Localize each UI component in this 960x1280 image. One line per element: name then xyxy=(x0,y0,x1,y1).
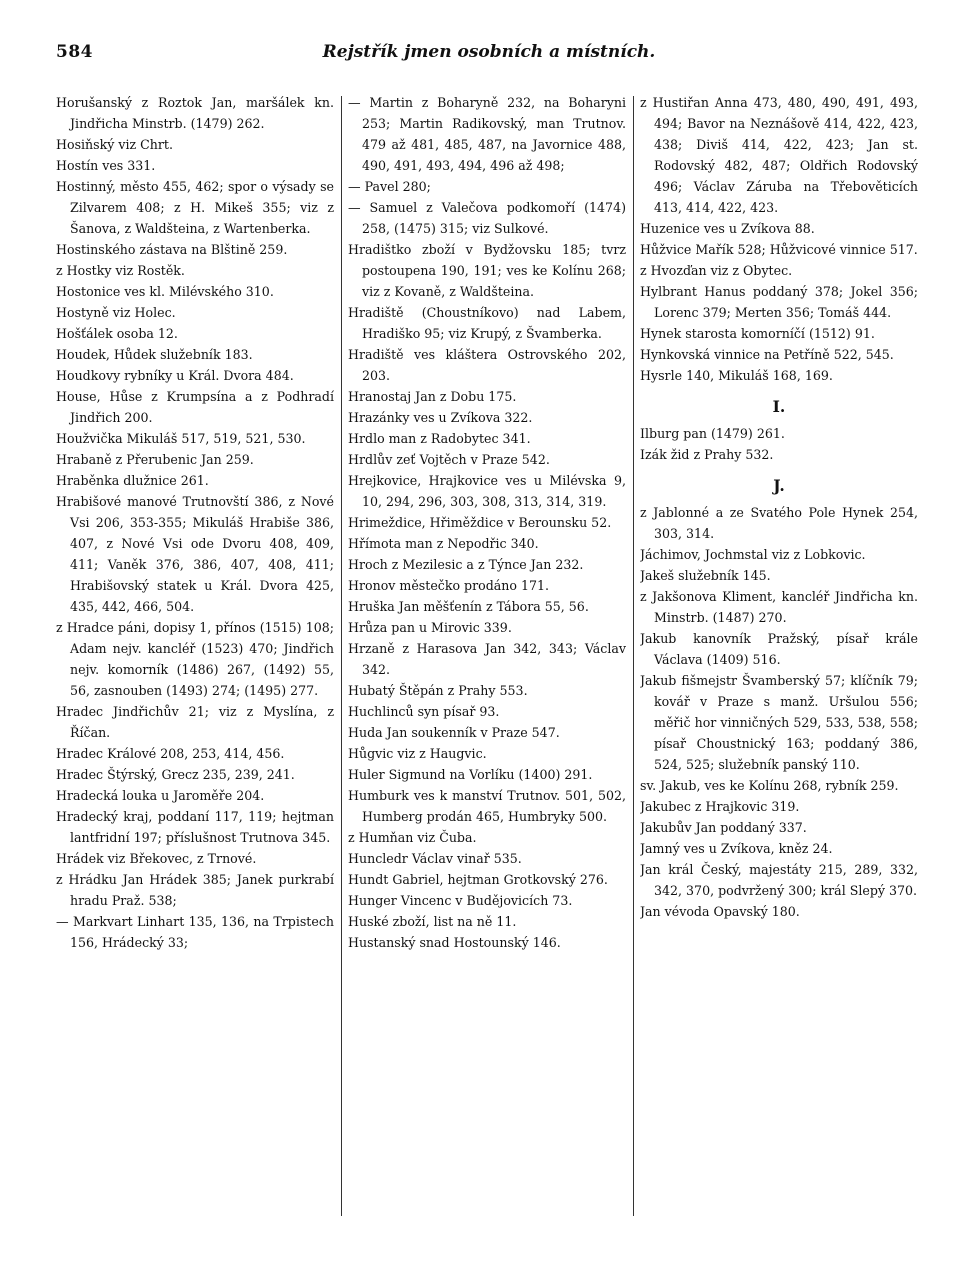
index-entry: Hubatý Štěpán z Prahy 553. xyxy=(348,683,528,698)
index-entry: Hronov městečko prodáno 171. xyxy=(348,578,550,593)
index-entry: Hostinný, město 455, 462; spor o výsady se Zilvarem 408; z H. Mikeš 355; viz z Šanova, z Waldšteina, z Wartenberka. xyxy=(56,179,334,236)
index-entry: House, Hůse z Krumpsína a z Podhradí Jindřich 200. xyxy=(56,389,334,425)
index-entry: — Markvart Linhart 135, 136, na Trpistech 156, Hrádecký 33; xyxy=(56,914,334,950)
index-entry: Hustanský snad Hostounský 146. xyxy=(348,935,561,950)
index-entry: Hradec Štýrský, Grecz 235, 239, 241. xyxy=(56,767,295,782)
index-entry: Hůgvic viz z Haugvic. xyxy=(348,746,487,761)
index-entry: Houžvička Mikuláš 517, 519, 521, 530. xyxy=(56,431,306,446)
index-entry: Jakub fišmejstr Švamberský 57; klíčník 79; kovář v Praze s manž. Uršulou 556; měřič hor vinničných 529, 533, 538, 558; písař Choustnický 163; poddaný 386, 524, 525; služebník panský 110. xyxy=(640,673,918,772)
index-column-2 xyxy=(348,92,626,1222)
index-entry: Jan král Český, majestáty 215, 289, 332, 342, 370, podvržený 300; král Slepý 370. xyxy=(640,862,918,898)
index-entry: Hylbrant Hanus poddaný 378; Jokel 356; Lorenc 379; Merten 356; Tomáš 444. xyxy=(640,284,918,320)
index-entry: Jamný ves u Zvíkova, kněz 24. xyxy=(640,841,833,856)
index-entry: z Hradce páni, dopisy 1, přínos (1515) 108; Adam nejv. kancléř (1523) 470; Jindřich nejv. komorník (1486) 267, (1492) 55, 56, zasnouben (1493) 274; (1495) 277. xyxy=(56,620,334,698)
index-entry: z Hustiřan Anna 473, 480, 490, 491, 493, 494; Bavor na Neznášově 414, 422, 423, 438; Diviš 414, 422, 423; Jan st. Rodovský 482, 487; Oldřich Rodovský 496; Václav Záruba na Třebověticích 413, 414, 422, 423. xyxy=(640,95,918,215)
index-entry: Hrádek viz Břekovec, z Trnové. xyxy=(56,851,257,866)
index-columns xyxy=(56,92,922,1222)
index-entry: Humburk ves k manství Trutnov. 501, 502, Humberg prodán 465, Humbryky 500. xyxy=(348,788,626,824)
index-entry: Huské zboží, list na ně 11. xyxy=(348,914,517,929)
index-entry: — Martin z Boharyně 232, na Boharyni 253; Martin Radikovský, man Trutnov. 479 až 481, 485, 487, na Javornice 488, 490, 491, 493, 494, 496 až 498; xyxy=(348,95,626,173)
index-entry: z Jablonné a ze Svatého Pole Hynek 254, 303, 314. xyxy=(640,505,918,541)
index-entry: Hrabaně z Přerubenic Jan 259. xyxy=(56,452,254,467)
index-entry: Hrimeždice, Hřiměždice v Berounsku 52. xyxy=(348,515,612,530)
index-entry: Hrůza pan u Mirovic 339. xyxy=(348,620,512,635)
index-entry: Hynkovská vinnice na Petříně 522, 545. xyxy=(640,347,894,362)
column-divider xyxy=(341,96,342,1216)
index-column-1 xyxy=(56,92,334,1222)
index-entry: Jakeš služebník 145. xyxy=(640,568,771,583)
index-entry: Hrabišové manové Trutnovští 386, z Nové Vsi 206, 353-355; Mikuláš Hrabiše 386, 407, z Nové Vsi ode Dvoru 408, 409, 411; Vaněk 376, 386, 407, 408, 411; Hrabišovský statek u Král. Dvora 425, 435, 442, 466, 504. xyxy=(56,494,334,614)
index-entry: Hostyně viz Holec. xyxy=(56,305,176,320)
index-entry: Hradec Jindřichův 21; viz z Myslína, z Říčan. xyxy=(56,704,334,740)
index-entry: — Samuel z Valečova podkomoří (1474) 258, (1475) 315; viz Sulkové. xyxy=(348,200,626,236)
index-entry: Hraběnka dlužnice 261. xyxy=(56,473,209,488)
index-entry: Hrdlův zeť Vojtěch v Praze 542. xyxy=(348,452,550,467)
index-entry: Hřímota man z Nepodřic 340. xyxy=(348,536,539,551)
index-entry: Hradištko zboží v Bydžovsku 185; tvrz postoupena 190, 191; ves ke Kolínu 268; viz z Kovaně, z Waldšteina. xyxy=(348,242,626,299)
index-entry: — Pavel 280; xyxy=(348,179,431,194)
index-entry: Hroch z Mezilesic a z Týnce Jan 232. xyxy=(348,557,584,572)
index-entry: Jáchimov, Jochmstal viz z Lobkovic. xyxy=(640,547,866,562)
index-entry: Huzenice ves u Zvíkova 88. xyxy=(640,221,815,236)
index-entry: Ilburg pan (1479) 261. xyxy=(640,426,785,441)
index-entry: Hošťálek osoba 12. xyxy=(56,326,178,341)
index-entry: Houdek, Hůdek služebník 183. xyxy=(56,347,253,362)
index-column-3 xyxy=(640,92,918,1222)
index-entry: Huchlinců syn písař 93. xyxy=(348,704,500,719)
index-entry: z Jakšonova Kliment, kancléř Jindřicha kn. Minstrb. (1487) 270. xyxy=(640,589,918,625)
index-entry: z Humňan viz Čuba. xyxy=(348,830,477,845)
index-entry: Horušanský z Roztok Jan, maršálek kn. Jindřicha Minstrb. (1479) 262. xyxy=(56,95,334,131)
index-entry: Huncledr Václav vinař 535. xyxy=(348,851,522,866)
page-number: 584 xyxy=(56,42,93,62)
index-entry: Jakubec z Hrajkovic 319. xyxy=(640,799,800,814)
index-entry: Hrazánky ves u Zvíkova 322. xyxy=(348,410,533,425)
index-entry: Hradec Králové 208, 253, 414, 456. xyxy=(56,746,285,761)
index-entry: Hunger Vincenc v Budějovicích 73. xyxy=(348,893,573,908)
index-entry: Hysrle 140, Mikuláš 168, 169. xyxy=(640,368,833,383)
index-entry: sv. Jakub, ves ke Kolínu 268, rybník 259. xyxy=(640,778,899,793)
index-entry: Jan vévoda Opavský 180. xyxy=(640,904,800,919)
index-entry: Hradecký kraj, poddaní 117, 119; hejtman lantfridní 197; příslušnost Trutnova 345. xyxy=(56,809,334,845)
index-entry: Hrdlo man z Radobytec 341. xyxy=(348,431,531,446)
index-entry: z Hvozďan viz z Obytec. xyxy=(640,263,793,278)
index-entry: Houdkovy rybníky u Král. Dvora 484. xyxy=(56,368,294,383)
index-entry: Hundt Gabriel, hejtman Grotkovský 276. xyxy=(348,872,608,887)
section-letter: I. xyxy=(772,397,786,416)
index-entry: Hradiště ves kláštera Ostrovského 202, 203. xyxy=(348,347,626,383)
index-entry: Hosiňský viz Chrt. xyxy=(56,137,173,152)
index-entry: Jakub kanovník Pražský, písař krále Václava (1409) 516. xyxy=(640,631,918,667)
index-entry: Hradecká louka u Jaroměře 204. xyxy=(56,788,265,803)
index-entry: z Hrádku Jan Hrádek 385; Janek purkrabí hradu Praž. 538; xyxy=(56,872,334,908)
index-entry: Huler Sigmund na Vorlíku (1400) 291. xyxy=(348,767,593,782)
index-entry: Huda Jan soukenník v Praze 547. xyxy=(348,725,560,740)
index-entry: Hradiště (Choustníkovo) nad Labem, Hradiško 95; viz Krupý, z Švamberka. xyxy=(348,305,626,341)
index-entry: Hrzaně z Harasova Jan 342, 343; Václav 342. xyxy=(348,641,626,677)
index-entry: Hostonice ves kl. Milévského 310. xyxy=(56,284,274,299)
index-entry: z Hostky viz Rostěk. xyxy=(56,263,185,278)
page-header xyxy=(56,42,922,72)
index-entry: Hostinského zástava na Blštině 259. xyxy=(56,242,288,257)
index-entry: Hrejkovice, Hrajkovice ves u Milévska 9, 10, 294, 296, 303, 308, 313, 314, 319. xyxy=(348,473,626,509)
running-title: Rejstřík jmen osobních a místních. xyxy=(322,42,656,62)
index-entry: Hruška Jan měšťenín z Tábora 55, 56. xyxy=(348,599,589,614)
column-divider xyxy=(633,96,634,1216)
index-entry: Hůžvice Mařík 528; Hůžvicové vinnice 517. xyxy=(640,242,918,257)
section-letter: J. xyxy=(773,476,785,495)
index-entry: Hynek starosta komorníčí (1512) 91. xyxy=(640,326,875,341)
index-entry: Izák žid z Prahy 532. xyxy=(640,447,774,462)
index-entry: Hostín ves 331. xyxy=(56,158,156,173)
index-entry: Hranostaj Jan z Dobu 175. xyxy=(348,389,517,404)
index-entry: Jakubův Jan poddaný 337. xyxy=(640,820,807,835)
